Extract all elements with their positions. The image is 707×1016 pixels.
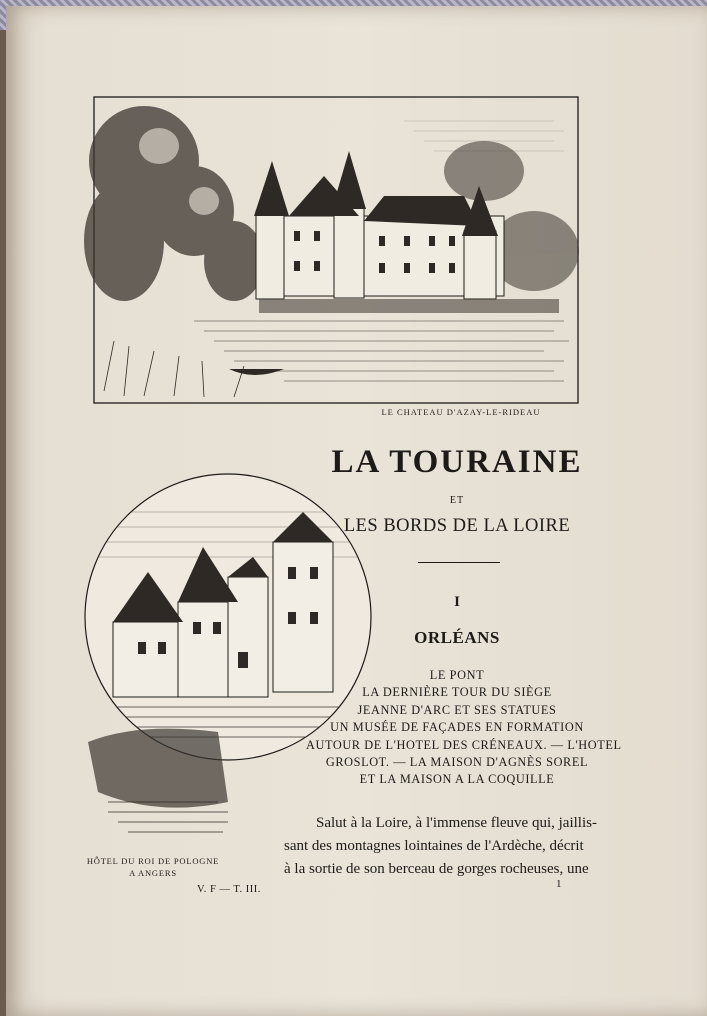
hotel-caption-line: HÔTEL DU ROI DE POLOGNE bbox=[86, 856, 220, 866]
sheet-number: 1 bbox=[556, 878, 562, 890]
book-page bbox=[6, 6, 707, 1016]
chateau-caption: LE CHATEAU D'AZAY-LE-RIDEAU bbox=[381, 407, 541, 417]
hotel-illustration bbox=[78, 472, 378, 852]
hotel-caption bbox=[78, 855, 228, 879]
summary-line: LE PONT bbox=[429, 668, 485, 682]
printer-signature: V. F — T. III. bbox=[197, 884, 261, 895]
chateau-engraving-icon bbox=[84, 91, 584, 409]
summary-line: JEANNE D'ARC ET SES STATUES bbox=[357, 702, 557, 717]
chateau-illustration bbox=[84, 91, 584, 409]
body-paragraph bbox=[284, 812, 606, 881]
summary-line: GROSLOT. — LA MAISON D'AGNÈS SOREL bbox=[325, 755, 589, 770]
body-line: à la sortie de son berceau de gorges rocheuses, une bbox=[284, 861, 589, 877]
summary-line: UN MUSÉE DE FAÇADES EN FORMATION bbox=[330, 720, 584, 735]
summary-line: LA DERNIÈRE TOUR DU SIÈGE bbox=[362, 685, 552, 700]
chapter-number: I bbox=[454, 594, 460, 610]
summary-line: ET LA MAISON A LA COQUILLE bbox=[359, 772, 555, 787]
body-line: Salut à la Loire, à l'immense fleuve qui, jaillis- bbox=[316, 815, 597, 831]
title-rule bbox=[418, 562, 500, 563]
body-line: sant des montagnes lointaines de l'Ardèche, décrit bbox=[284, 838, 584, 854]
page-subtitle: LES BORDS DE LA LOIRE bbox=[343, 516, 571, 536]
chapter-title: ORLÉANS bbox=[414, 628, 500, 647]
page-title: LA TOURAINE bbox=[331, 444, 583, 480]
hotel-caption-line: A ANGERS bbox=[129, 868, 177, 878]
hotel-engraving-icon bbox=[78, 472, 378, 852]
title-conjunction: ET bbox=[449, 495, 465, 506]
summary-line: AUTOUR DE L'HOTEL DES CRÉNEAUX. — L'HOTEL bbox=[306, 737, 622, 752]
